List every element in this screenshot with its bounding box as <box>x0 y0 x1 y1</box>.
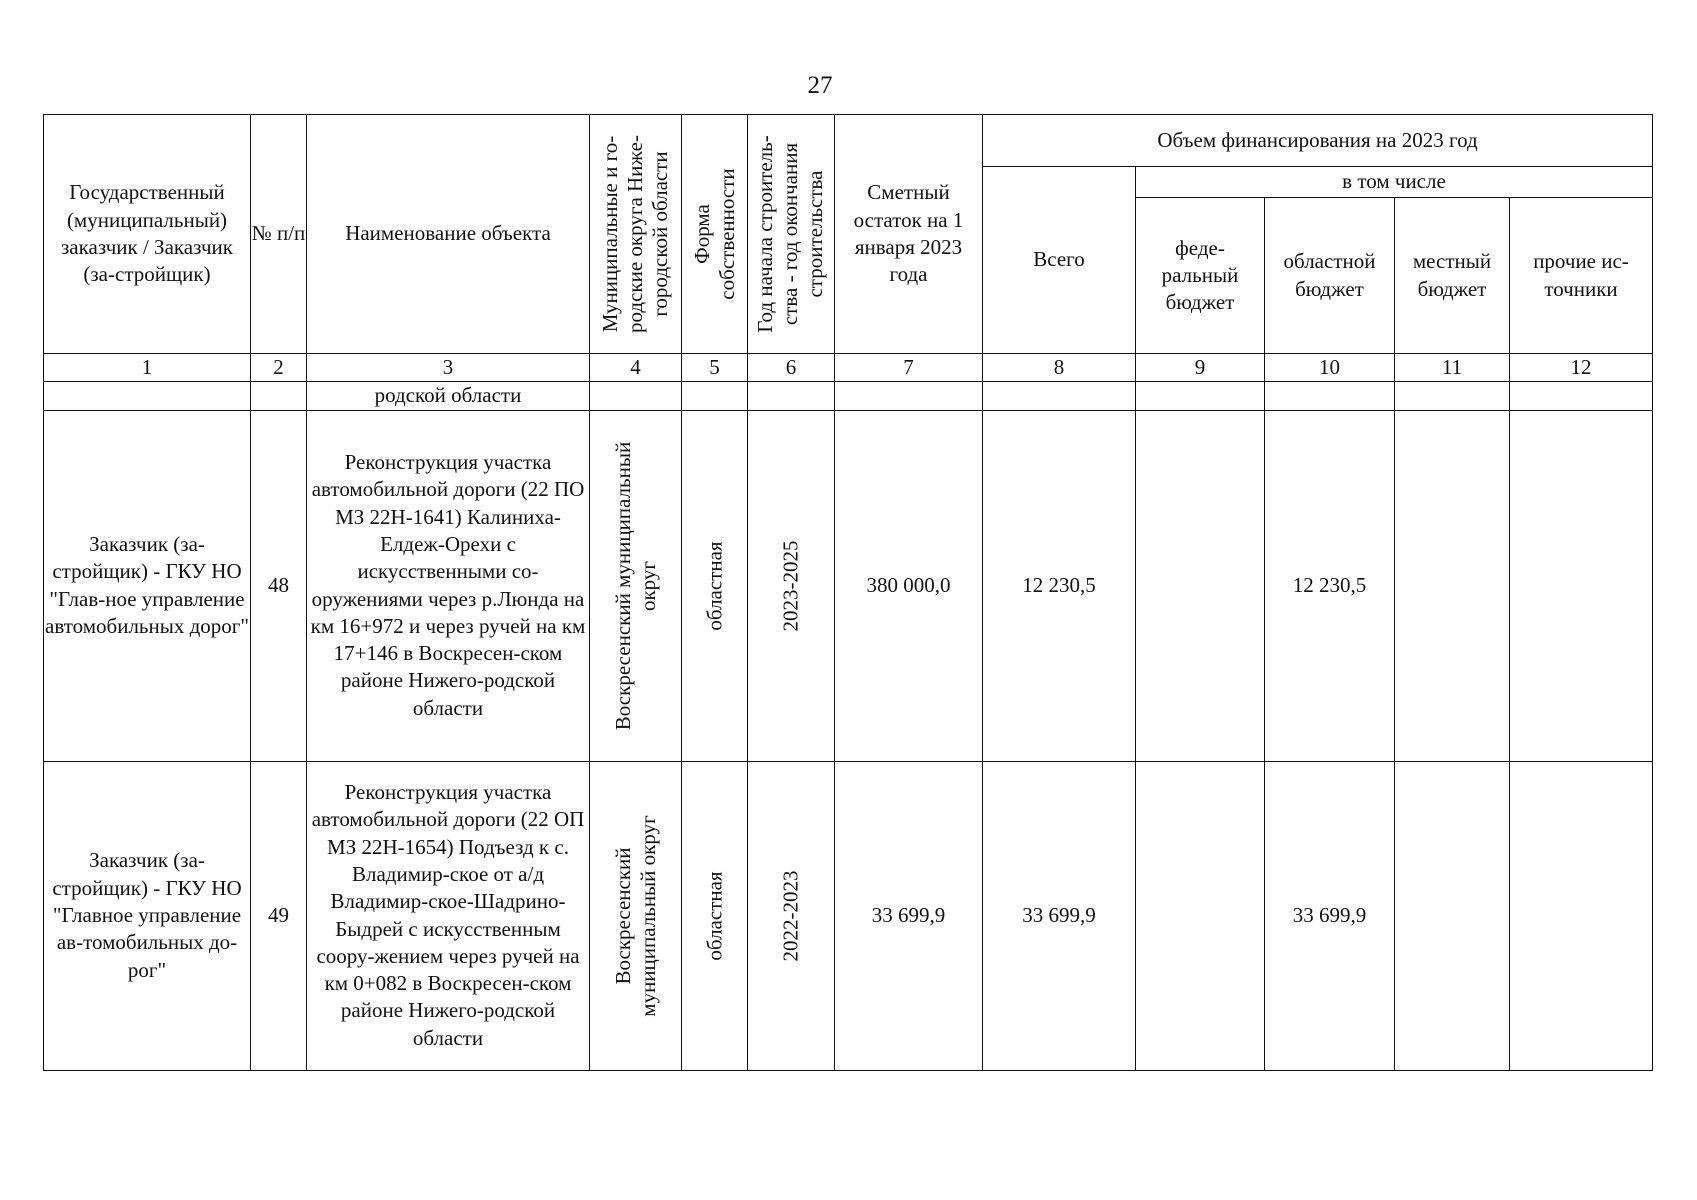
header-regional: областной бюджет <box>1265 198 1395 354</box>
total-cell: 33 699,9 <box>983 761 1136 1070</box>
district-cell: Воскресенский муниципальный округ <box>590 410 682 761</box>
column-number: 2 <box>251 354 307 382</box>
other-cell <box>1510 410 1653 761</box>
column-number: 1 <box>44 354 251 382</box>
continuation-row <box>44 382 1653 410</box>
column-number: 4 <box>590 354 682 382</box>
row-number-cell: 48 <box>251 410 307 761</box>
balance-cell: 33 699,9 <box>835 761 983 1070</box>
column-number: 3 <box>307 354 590 382</box>
column-number: 8 <box>983 354 1136 382</box>
column-number-row <box>44 354 1653 382</box>
header-customer: Государственный (муниципальный) заказчик / Заказчик (за-стройщик) <box>44 115 251 354</box>
federal-cell <box>1136 761 1265 1070</box>
years-cell: 2022-2023 <box>748 761 835 1070</box>
column-number: 11 <box>1395 354 1510 382</box>
header-total: Всего <box>983 167 1136 354</box>
column-number: 9 <box>1136 354 1265 382</box>
customer-cell: Заказчик (за-стройщик) - ГКУ НО "Глав-ное управление автомобильных дорог" <box>44 410 251 761</box>
column-number: 7 <box>835 354 983 382</box>
header-financing-title: Объем финансирования на 2023 год <box>983 115 1653 167</box>
regional-cell: 33 699,9 <box>1265 761 1395 1070</box>
district-cell: Воскресенский муниципальный округ <box>590 761 682 1070</box>
header-number: № п/п <box>251 115 307 354</box>
years-cell: 2023-2025 <box>748 410 835 761</box>
header-estimated-balance: Сметный остаток на 1 января 2023 года <box>835 115 983 354</box>
table-row <box>44 410 1653 761</box>
balance-cell: 380 000,0 <box>835 410 983 761</box>
row-number-cell: 49 <box>251 761 307 1070</box>
total-cell: 12 230,5 <box>983 410 1136 761</box>
column-number: 5 <box>682 354 748 382</box>
header-object-name: Наименование объекта <box>307 115 590 354</box>
header-local: местный бюджет <box>1395 198 1510 354</box>
continuation-text: родской области <box>307 382 590 410</box>
header-districts: Муниципальные и го- родские округа Ниже- городской области <box>590 115 682 354</box>
page-number: 27 <box>807 72 833 99</box>
column-number: 10 <box>1265 354 1395 382</box>
column-number: 12 <box>1510 354 1653 382</box>
header-other: прочие ис-точники <box>1510 198 1653 354</box>
financing-table <box>43 114 1653 1071</box>
customer-cell: Заказчик (за-стройщик) - ГКУ НО "Главное управление ав-томобильных до-рог" <box>44 761 251 1070</box>
ownership-cell: областная <box>682 410 748 761</box>
header-including: в том числе <box>1136 167 1653 198</box>
column-number: 6 <box>748 354 835 382</box>
other-cell <box>1510 761 1653 1070</box>
federal-cell <box>1136 410 1265 761</box>
object-name-cell: Реконструкция участка автомобильной дороги (22 ОП МЗ 22Н-1654) Подъезд к с. Владимир-ское от а/д Владимир-ское-Шадрино-Быдрей с искусственным соору-жением через ручей на км 0+082 в Воскресен-ском районе Нижего-родской области <box>307 761 590 1070</box>
header-ownership: Форма собственности <box>682 115 748 354</box>
local-cell <box>1395 761 1510 1070</box>
object-name-cell: Реконструкция участка автомобильной дороги (22 ПО МЗ 22Н-1641) Калиниха-Елдеж-Орехи с искусственными со-оружениями через р.Люнда на км 16+972 и через ручей на км 17+146 в Воскресен-ском районе Нижего-родской области <box>307 410 590 761</box>
header-federal: феде-ральный бюджет <box>1136 198 1265 354</box>
regional-cell: 12 230,5 <box>1265 410 1395 761</box>
header-years: Год начала строитель- ства - год окончания строительства <box>748 115 835 354</box>
ownership-cell: областная <box>682 761 748 1070</box>
table-row <box>44 761 1653 1070</box>
local-cell <box>1395 410 1510 761</box>
